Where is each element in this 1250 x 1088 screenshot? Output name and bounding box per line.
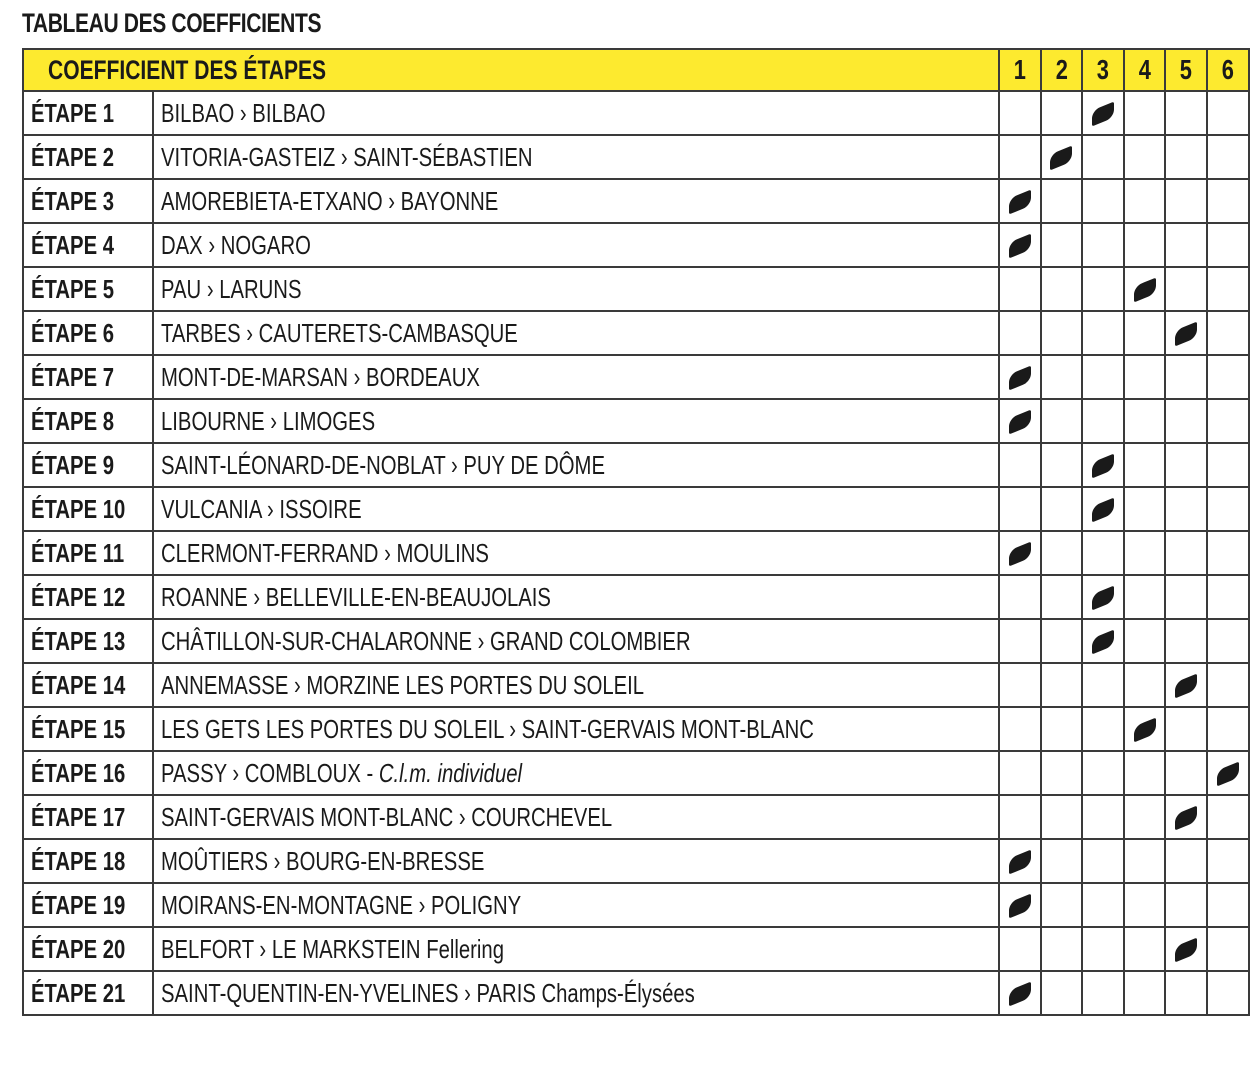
coef-cell-3 — [1082, 135, 1124, 179]
table-row — [23, 311, 1249, 355]
coef-cell-5 — [1165, 883, 1207, 927]
coef-cell-4 — [1124, 267, 1166, 311]
table-row — [23, 267, 1249, 311]
route-label — [161, 230, 311, 261]
leaf-icon — [1175, 805, 1197, 830]
route-text: MOIRANS-EN-MONTAGNE › POLIGNY — [160, 889, 522, 920]
table-row — [23, 355, 1249, 399]
route-text: ROANNE › BELLEVILLE-EN-BEAUJOLAIS — [160, 581, 551, 612]
coef-cell-2 — [1041, 839, 1083, 883]
coef-cell-2 — [1041, 443, 1083, 487]
route-label — [161, 582, 551, 613]
coef-cell-3 — [1082, 575, 1124, 619]
leaf-icon — [1175, 673, 1197, 698]
coef-cell-6 — [1207, 487, 1249, 531]
route-cell — [153, 355, 999, 399]
coef-cell-6 — [1207, 223, 1249, 267]
coef-cell-2 — [1041, 223, 1083, 267]
stage-cell — [23, 663, 153, 707]
route-label — [161, 142, 532, 173]
stage-cell — [23, 575, 153, 619]
coef-cell-1 — [999, 707, 1041, 751]
page-title: TABLEAU DES COEFFICIENTS — [22, 8, 322, 38]
table-row — [23, 663, 1249, 707]
leaf-icon — [1009, 981, 1031, 1006]
coef-cell-4 — [1124, 707, 1166, 751]
route-label — [161, 318, 518, 349]
coef-cell-4 — [1124, 223, 1166, 267]
coef-cell-2 — [1041, 883, 1083, 927]
route-label — [161, 802, 612, 833]
leaf-icon — [1009, 189, 1031, 214]
stage-cell — [23, 883, 153, 927]
table-row — [23, 179, 1249, 223]
route-text: PASSY › COMBLOUX - — [160, 757, 379, 788]
stage-cell — [23, 487, 153, 531]
coef-cell-2 — [1041, 971, 1083, 1015]
route-label — [161, 758, 522, 789]
coef-cell-3 — [1082, 839, 1124, 883]
coef-cell-5 — [1165, 971, 1207, 1015]
coef-cell-2 — [1041, 707, 1083, 751]
coef-cell-1 — [999, 267, 1041, 311]
coef-cell-3 — [1082, 971, 1124, 1015]
stage-label: ÉTAPE 17 — [31, 801, 126, 832]
route-label — [161, 538, 489, 569]
coef-cell-4 — [1124, 883, 1166, 927]
route-text: CLERMONT-FERRAND › MOULINS — [160, 537, 489, 568]
route-cell — [153, 531, 999, 575]
coef-cell-6 — [1207, 883, 1249, 927]
stage-cell — [23, 839, 153, 883]
route-text: TARBES › CAUTERETS-CAMBASQUE — [160, 317, 518, 348]
coef-cell-4 — [1124, 839, 1166, 883]
route-text: LIBOURNE › LIMOGES — [160, 405, 376, 436]
coef-cell-2 — [1041, 135, 1083, 179]
table-row — [23, 619, 1249, 663]
coef-cell-2 — [1041, 927, 1083, 971]
coef-cell-6 — [1207, 531, 1249, 575]
route-label — [161, 274, 301, 305]
coef-cell-5 — [1165, 839, 1207, 883]
coef-cell-5 — [1165, 619, 1207, 663]
stage-label: ÉTAPE 20 — [31, 933, 126, 964]
stage-label: ÉTAPE 4 — [31, 229, 115, 260]
coef-cell-6 — [1207, 971, 1249, 1015]
table-row — [23, 927, 1249, 971]
coef-cell-1 — [999, 135, 1041, 179]
coef-cell-1 — [999, 355, 1041, 399]
stage-cell — [23, 355, 153, 399]
table-row — [23, 487, 1249, 531]
coef-cell-1 — [999, 179, 1041, 223]
route-label — [161, 934, 504, 965]
coef-cell-6 — [1207, 399, 1249, 443]
stage-cell — [23, 795, 153, 839]
coef-cell-5 — [1165, 707, 1207, 751]
column-header-text: 4 — [1138, 54, 1151, 85]
route-cell — [153, 619, 999, 663]
column-header-text: 5 — [1180, 54, 1193, 85]
leaf-icon — [1175, 321, 1197, 346]
column-header — [1041, 49, 1083, 91]
table-row — [23, 575, 1249, 619]
coef-cell-2 — [1041, 311, 1083, 355]
stage-label: ÉTAPE 14 — [31, 669, 126, 700]
route-text: AMOREBIETA-ETXANO › BAYONNE — [160, 185, 499, 216]
coef-cell-4 — [1124, 135, 1166, 179]
coef-cell-4 — [1124, 179, 1166, 223]
stage-cell — [23, 443, 153, 487]
route-label — [161, 626, 691, 657]
coef-cell-4 — [1124, 311, 1166, 355]
route-cell — [153, 135, 999, 179]
route-text: BELFORT › LE MARKSTEIN Fellering — [160, 933, 504, 964]
coef-cell-4 — [1124, 487, 1166, 531]
stage-label: ÉTAPE 11 — [31, 537, 125, 568]
route-cell — [153, 487, 999, 531]
coef-cell-1 — [999, 311, 1041, 355]
route-cell — [153, 575, 999, 619]
table-row — [23, 883, 1249, 927]
coef-cell-6 — [1207, 751, 1249, 795]
route-cell — [153, 223, 999, 267]
coef-cell-5 — [1165, 531, 1207, 575]
stage-cell — [23, 399, 153, 443]
coef-cell-3 — [1082, 531, 1124, 575]
route-text: MOÛTIERS › BOURG-EN-BRESSE — [160, 845, 485, 876]
coef-cell-1 — [999, 91, 1041, 135]
coef-cell-1 — [999, 883, 1041, 927]
header-row — [23, 49, 1249, 91]
coef-cell-1 — [999, 619, 1041, 663]
route-label — [161, 670, 644, 701]
route-label — [161, 494, 362, 525]
coef-cell-3 — [1082, 267, 1124, 311]
stage-label: ÉTAPE 15 — [31, 713, 126, 744]
coef-cell-3 — [1082, 883, 1124, 927]
stage-label: ÉTAPE 13 — [31, 625, 126, 656]
route-cell — [153, 443, 999, 487]
route-text: VITORIA-GASTEIZ › SAINT-SÉBASTIEN — [160, 141, 533, 172]
leaf-icon — [1134, 717, 1156, 742]
coef-cell-1 — [999, 487, 1041, 531]
coef-cell-6 — [1207, 927, 1249, 971]
coef-cell-2 — [1041, 531, 1083, 575]
route-label — [161, 98, 326, 129]
coef-cell-3 — [1082, 663, 1124, 707]
stage-cell — [23, 267, 153, 311]
coef-cell-4 — [1124, 399, 1166, 443]
route-label — [161, 978, 695, 1009]
route-text: ANNEMASSE › MORZINE LES PORTES DU SOLEIL — [160, 669, 644, 700]
coef-cell-5 — [1165, 223, 1207, 267]
table-row — [23, 91, 1249, 135]
coef-cell-2 — [1041, 355, 1083, 399]
coef-cell-2 — [1041, 487, 1083, 531]
coef-cell-4 — [1124, 927, 1166, 971]
stage-cell — [23, 135, 153, 179]
coef-cell-1 — [999, 443, 1041, 487]
route-label — [161, 846, 484, 877]
stage-label: ÉTAPE 7 — [31, 361, 115, 392]
coef-cell-1 — [999, 971, 1041, 1015]
stage-label: ÉTAPE 8 — [31, 405, 115, 436]
stage-cell — [23, 531, 153, 575]
route-text: CHÂTILLON-SUR-CHALARONNE › GRAND COLOMBIER — [160, 625, 691, 656]
coef-cell-1 — [999, 663, 1041, 707]
stage-label: ÉTAPE 3 — [31, 185, 115, 216]
route-cell — [153, 971, 999, 1015]
coef-cell-5 — [1165, 443, 1207, 487]
coef-cell-5 — [1165, 311, 1207, 355]
stage-label: ÉTAPE 5 — [31, 273, 115, 304]
coef-cell-4 — [1124, 663, 1166, 707]
route-text: BILBAO › BILBAO — [160, 97, 326, 128]
coef-cell-2 — [1041, 619, 1083, 663]
route-cell — [153, 267, 999, 311]
coef-cell-5 — [1165, 575, 1207, 619]
coef-cell-6 — [1207, 663, 1249, 707]
coef-cell-6 — [1207, 179, 1249, 223]
coef-cell-2 — [1041, 267, 1083, 311]
route-text: MONT-DE-MARSAN › BORDEAUX — [160, 361, 480, 392]
stage-cell — [23, 179, 153, 223]
coef-cell-4 — [1124, 91, 1166, 135]
stage-cell — [23, 91, 153, 135]
column-header — [999, 49, 1041, 91]
coef-cell-4 — [1124, 355, 1166, 399]
column-header-text: 1 — [1013, 54, 1026, 85]
coef-cell-1 — [999, 223, 1041, 267]
coef-cell-6 — [1207, 355, 1249, 399]
leaf-icon — [1092, 585, 1114, 610]
route-text: VULCANIA › ISSOIRE — [160, 493, 362, 524]
table-row — [23, 839, 1249, 883]
coef-cell-6 — [1207, 311, 1249, 355]
leaf-icon — [1092, 453, 1114, 478]
coef-cell-5 — [1165, 399, 1207, 443]
route-label — [161, 362, 480, 393]
table-row — [23, 795, 1249, 839]
coefficients-table — [22, 48, 1250, 1016]
coef-cell-6 — [1207, 575, 1249, 619]
route-cell — [153, 883, 999, 927]
coef-cell-1 — [999, 927, 1041, 971]
route-note: C.l.m. individuel — [378, 757, 522, 788]
coef-cell-6 — [1207, 91, 1249, 135]
coef-cell-5 — [1165, 751, 1207, 795]
leaf-icon — [1009, 233, 1031, 258]
coef-cell-1 — [999, 575, 1041, 619]
coef-cell-4 — [1124, 443, 1166, 487]
coef-cell-2 — [1041, 751, 1083, 795]
coef-cell-3 — [1082, 179, 1124, 223]
coef-cell-5 — [1165, 663, 1207, 707]
column-header-text: 3 — [1096, 54, 1110, 85]
route-cell — [153, 311, 999, 355]
stage-cell — [23, 223, 153, 267]
stage-cell — [23, 971, 153, 1015]
route-cell — [153, 751, 999, 795]
coef-cell-3 — [1082, 223, 1124, 267]
coef-cell-4 — [1124, 619, 1166, 663]
leaf-icon — [1092, 497, 1114, 522]
coef-cell-6 — [1207, 795, 1249, 839]
stage-cell — [23, 311, 153, 355]
coef-cell-3 — [1082, 311, 1124, 355]
coef-cell-3 — [1082, 399, 1124, 443]
coef-cell-3 — [1082, 91, 1124, 135]
coef-cell-3 — [1082, 355, 1124, 399]
coef-cell-4 — [1124, 751, 1166, 795]
stage-label: ÉTAPE 6 — [31, 317, 115, 348]
coef-cell-6 — [1207, 443, 1249, 487]
header-label — [23, 49, 999, 91]
route-cell — [153, 663, 999, 707]
route-cell — [153, 927, 999, 971]
table-row — [23, 223, 1249, 267]
coef-cell-1 — [999, 399, 1041, 443]
stage-cell — [23, 751, 153, 795]
leaf-icon — [1134, 277, 1156, 302]
column-header — [1165, 49, 1207, 91]
route-label — [161, 406, 375, 437]
coef-cell-4 — [1124, 971, 1166, 1015]
route-text: DAX › NOGARO — [160, 229, 311, 260]
coef-cell-3 — [1082, 443, 1124, 487]
stage-cell — [23, 927, 153, 971]
coef-cell-3 — [1082, 619, 1124, 663]
route-label — [161, 186, 498, 217]
table-row — [23, 971, 1249, 1015]
table-row — [23, 443, 1249, 487]
column-header-text: 6 — [1221, 54, 1235, 85]
route-label — [161, 890, 521, 921]
table-row — [23, 751, 1249, 795]
route-text: SAINT-LÉONARD-DE-NOBLAT › PUY DE DÔME — [160, 449, 605, 480]
coef-cell-3 — [1082, 927, 1124, 971]
coef-cell-5 — [1165, 267, 1207, 311]
coef-cell-6 — [1207, 707, 1249, 751]
coef-cell-6 — [1207, 135, 1249, 179]
route-cell — [153, 707, 999, 751]
coef-cell-1 — [999, 795, 1041, 839]
stage-label: ÉTAPE 18 — [31, 845, 126, 876]
coef-cell-2 — [1041, 91, 1083, 135]
column-header-text: 2 — [1055, 54, 1068, 85]
leaf-icon — [1009, 365, 1031, 390]
stage-cell — [23, 619, 153, 663]
stage-label: ÉTAPE 16 — [31, 757, 126, 788]
route-cell — [153, 399, 999, 443]
stage-label: ÉTAPE 21 — [31, 977, 126, 1008]
header-label-text: COEFFICIENT DES ÉTAPES — [48, 54, 327, 85]
route-text: SAINT-QUENTIN-EN-YVELINES › PARIS Champs-Élysées — [160, 977, 695, 1008]
coef-cell-5 — [1165, 91, 1207, 135]
coef-cell-5 — [1165, 927, 1207, 971]
route-label — [161, 450, 605, 481]
stage-label: ÉTAPE 2 — [31, 141, 115, 172]
table-row — [23, 135, 1249, 179]
coef-cell-3 — [1082, 795, 1124, 839]
coef-cell-5 — [1165, 487, 1207, 531]
leaf-icon — [1009, 541, 1031, 566]
stage-label: ÉTAPE 1 — [31, 97, 115, 128]
coef-cell-5 — [1165, 795, 1207, 839]
route-text: LES GETS LES PORTES DU SOLEIL › SAINT-GERVAIS MONT-BLANC — [160, 713, 814, 744]
coef-cell-2 — [1041, 399, 1083, 443]
coef-cell-6 — [1207, 267, 1249, 311]
column-header — [1082, 49, 1124, 91]
coef-cell-3 — [1082, 487, 1124, 531]
coef-cell-5 — [1165, 135, 1207, 179]
coef-cell-1 — [999, 531, 1041, 575]
coef-cell-2 — [1041, 663, 1083, 707]
coef-cell-2 — [1041, 575, 1083, 619]
coef-cell-4 — [1124, 531, 1166, 575]
route-cell — [153, 839, 999, 883]
coef-cell-5 — [1165, 179, 1207, 223]
coef-cell-6 — [1207, 619, 1249, 663]
leaf-icon — [1009, 893, 1031, 918]
route-label — [161, 714, 814, 745]
leaf-icon — [1050, 145, 1072, 170]
table-row — [23, 531, 1249, 575]
coef-cell-2 — [1041, 179, 1083, 223]
stage-label: ÉTAPE 10 — [31, 493, 126, 524]
stage-cell — [23, 707, 153, 751]
coef-cell-3 — [1082, 707, 1124, 751]
coef-cell-1 — [999, 751, 1041, 795]
route-cell — [153, 179, 999, 223]
coef-cell-2 — [1041, 795, 1083, 839]
leaf-icon — [1217, 761, 1239, 786]
route-cell — [153, 795, 999, 839]
column-header — [1207, 49, 1249, 91]
coef-cell-1 — [999, 839, 1041, 883]
leaf-icon — [1092, 629, 1114, 654]
stage-label: ÉTAPE 9 — [31, 449, 115, 480]
leaf-icon — [1009, 409, 1031, 434]
table-row — [23, 399, 1249, 443]
stage-label: ÉTAPE 12 — [31, 581, 126, 612]
coef-cell-4 — [1124, 795, 1166, 839]
leaf-icon — [1092, 101, 1114, 126]
column-header — [1124, 49, 1166, 91]
route-text: PAU › LARUNS — [160, 273, 302, 304]
coef-cell-6 — [1207, 839, 1249, 883]
coef-cell-4 — [1124, 575, 1166, 619]
leaf-icon — [1175, 937, 1197, 962]
coef-cell-3 — [1082, 751, 1124, 795]
route-text: SAINT-GERVAIS MONT-BLANC › COURCHEVEL — [160, 801, 613, 832]
leaf-icon — [1009, 849, 1031, 874]
table-row — [23, 707, 1249, 751]
route-cell — [153, 91, 999, 135]
stage-label: ÉTAPE 19 — [31, 889, 126, 920]
coef-cell-5 — [1165, 355, 1207, 399]
